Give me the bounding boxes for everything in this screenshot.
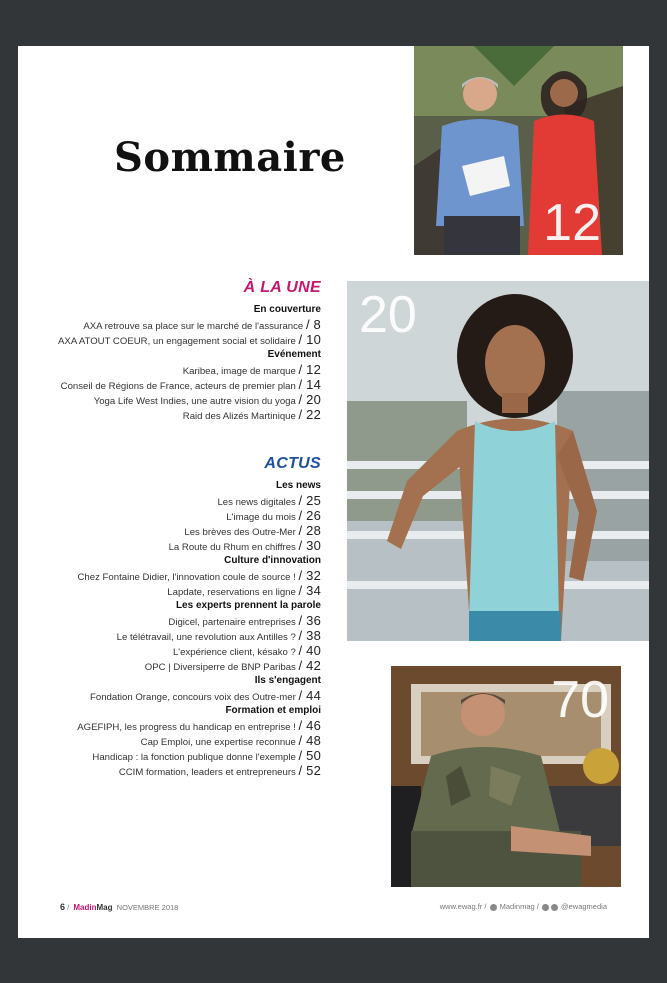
- entry-page: / 10: [298, 332, 321, 347]
- toc-une: [18, 279, 321, 422]
- toc-entry[interactable]: [18, 748, 321, 763]
- photo-number-20: 20: [359, 286, 417, 344]
- entry-page: / 32: [298, 568, 321, 583]
- entry-page: / 44: [298, 688, 321, 703]
- entry-text: Les brèves des Outre-Mer: [184, 527, 296, 538]
- footer-website[interactable]: www.ewag.fr /: [439, 902, 487, 911]
- toc-subheading: Culture d'innovation: [224, 555, 321, 566]
- photo-number-70: 70: [551, 671, 609, 729]
- entry-page: / 12: [298, 362, 321, 377]
- photo-woman: [347, 281, 649, 641]
- toc-entry[interactable]: [18, 362, 321, 377]
- entry-text: AXA retrouve sa place sur le marché de l'assurance: [83, 321, 304, 332]
- toc-entry[interactable]: [18, 493, 321, 508]
- entry-text: OPC | Diversiperre de BNP Paribas: [144, 662, 296, 673]
- toc-subheading: En couverture: [253, 304, 321, 315]
- facebook-icon[interactable]: [490, 904, 497, 911]
- toc-entry[interactable]: [18, 583, 321, 598]
- photo-number-12: 12: [543, 194, 601, 252]
- entry-text: AGEFIPH, les progress du handicap en entreprise !: [77, 722, 296, 733]
- toc-subheading: Les experts prennent la parole: [175, 600, 321, 611]
- entry-page: / 25: [298, 493, 321, 508]
- entry-text: AXA ATOUT COEUR, un engagement social et solidaire: [58, 336, 296, 347]
- entry-page: / 40: [298, 643, 321, 658]
- twitter-icon[interactable]: [542, 904, 549, 911]
- entry-text: Fondation Orange, concours voix des Outre-mer: [90, 692, 296, 703]
- toc-entry[interactable]: [18, 508, 321, 523]
- entry-text: Conseil de Régions de France, acteurs de premier plan: [60, 381, 296, 392]
- footer-issue: NOVEMBRE 2018: [116, 903, 179, 912]
- footer-left: [60, 902, 178, 912]
- toc-entry[interactable]: [18, 763, 321, 778]
- footer-page-number: 6: [60, 902, 66, 912]
- entry-text: Digicel, partenaire entreprises: [168, 617, 296, 628]
- entry-page: / 22: [298, 407, 321, 422]
- entry-page: / 26: [298, 508, 321, 523]
- toc-entry[interactable]: [18, 523, 321, 538]
- toc-entry[interactable]: [18, 332, 321, 347]
- entry-text: L'image du mois: [226, 512, 296, 523]
- toc-entry[interactable]: [18, 377, 321, 392]
- entry-text: Handicap : la fonction publique donne l'exemple: [92, 752, 296, 763]
- entry-page: / 48: [298, 733, 321, 748]
- entry-text: Karibea, image de marque: [182, 366, 296, 377]
- entry-text: CCIM formation, leaders et entrepreneurs: [118, 767, 296, 778]
- entry-page: / 8: [305, 317, 321, 332]
- entry-text: La Route du Rhum en chiffres: [168, 542, 296, 553]
- toc-entry[interactable]: [18, 317, 321, 332]
- photo-couple: [414, 46, 623, 255]
- entry-page: / 42: [298, 658, 321, 673]
- page-title: Sommaire: [114, 134, 346, 181]
- entry-page: / 30: [298, 538, 321, 553]
- toc-entry[interactable]: [18, 613, 321, 628]
- footer-brand-a: Madin: [73, 903, 97, 912]
- footer-right: [440, 902, 607, 911]
- footer-brand-b: Mag: [96, 903, 113, 912]
- photo-soldier: [391, 666, 621, 887]
- entry-text: Le télétravail, une revolution aux Antilles ?: [116, 632, 296, 643]
- entry-page: / 50: [298, 748, 321, 763]
- entry-page: / 52: [298, 763, 321, 778]
- toc-entry[interactable]: [18, 407, 321, 422]
- section-heading-actus: ACTUS: [264, 455, 321, 472]
- footer-brand: [73, 903, 112, 912]
- toc-subheading: Evénement: [267, 349, 321, 360]
- toc-entry[interactable]: [18, 538, 321, 553]
- entry-text: Cap Emploi, une expertise reconnue: [140, 737, 296, 748]
- entry-text: Les news digitales: [217, 497, 296, 508]
- toc-subheading: Formation et emploi: [225, 705, 321, 716]
- toc-entry[interactable]: [18, 628, 321, 643]
- entry-page: / 46: [298, 718, 321, 733]
- footer-social[interactable]: @ewagmedia: [561, 902, 607, 911]
- toc-subheading: Les news: [275, 480, 321, 491]
- toc-actus: [18, 455, 321, 778]
- toc-entry[interactable]: [18, 718, 321, 733]
- entry-page: / 28: [298, 523, 321, 538]
- entry-text: Yoga Life West Indies, une autre vision du yoga: [93, 396, 296, 407]
- entry-page: / 14: [298, 377, 321, 392]
- entry-page: / 20: [298, 392, 321, 407]
- toc-entry[interactable]: [18, 568, 321, 583]
- toc-entry[interactable]: [18, 643, 321, 658]
- footer-slash: /: [67, 903, 70, 912]
- toc-subheading: Ils s'engagent: [254, 675, 321, 686]
- footer-facebook[interactable]: Madinmag /: [499, 902, 539, 911]
- section-heading-une: À LA UNE: [243, 279, 321, 296]
- instagram-icon[interactable]: [551, 904, 558, 911]
- entry-text: Chez Fontaine Didier, l'innovation coule de source !: [77, 572, 296, 583]
- magazine-page: [18, 46, 649, 938]
- entry-text: Raid des Alizés Martinique: [182, 411, 296, 422]
- entry-text: L'expérience client, késako ?: [172, 647, 296, 658]
- entry-text: Lapdate, reservations en ligne: [167, 587, 296, 598]
- entry-page: / 38: [298, 628, 321, 643]
- toc-entry[interactable]: [18, 392, 321, 407]
- toc-entry[interactable]: [18, 733, 321, 748]
- entry-page: / 36: [298, 613, 321, 628]
- toc-entry[interactable]: [18, 658, 321, 673]
- toc-entry[interactable]: [18, 688, 321, 703]
- entry-page: / 34: [298, 583, 321, 598]
